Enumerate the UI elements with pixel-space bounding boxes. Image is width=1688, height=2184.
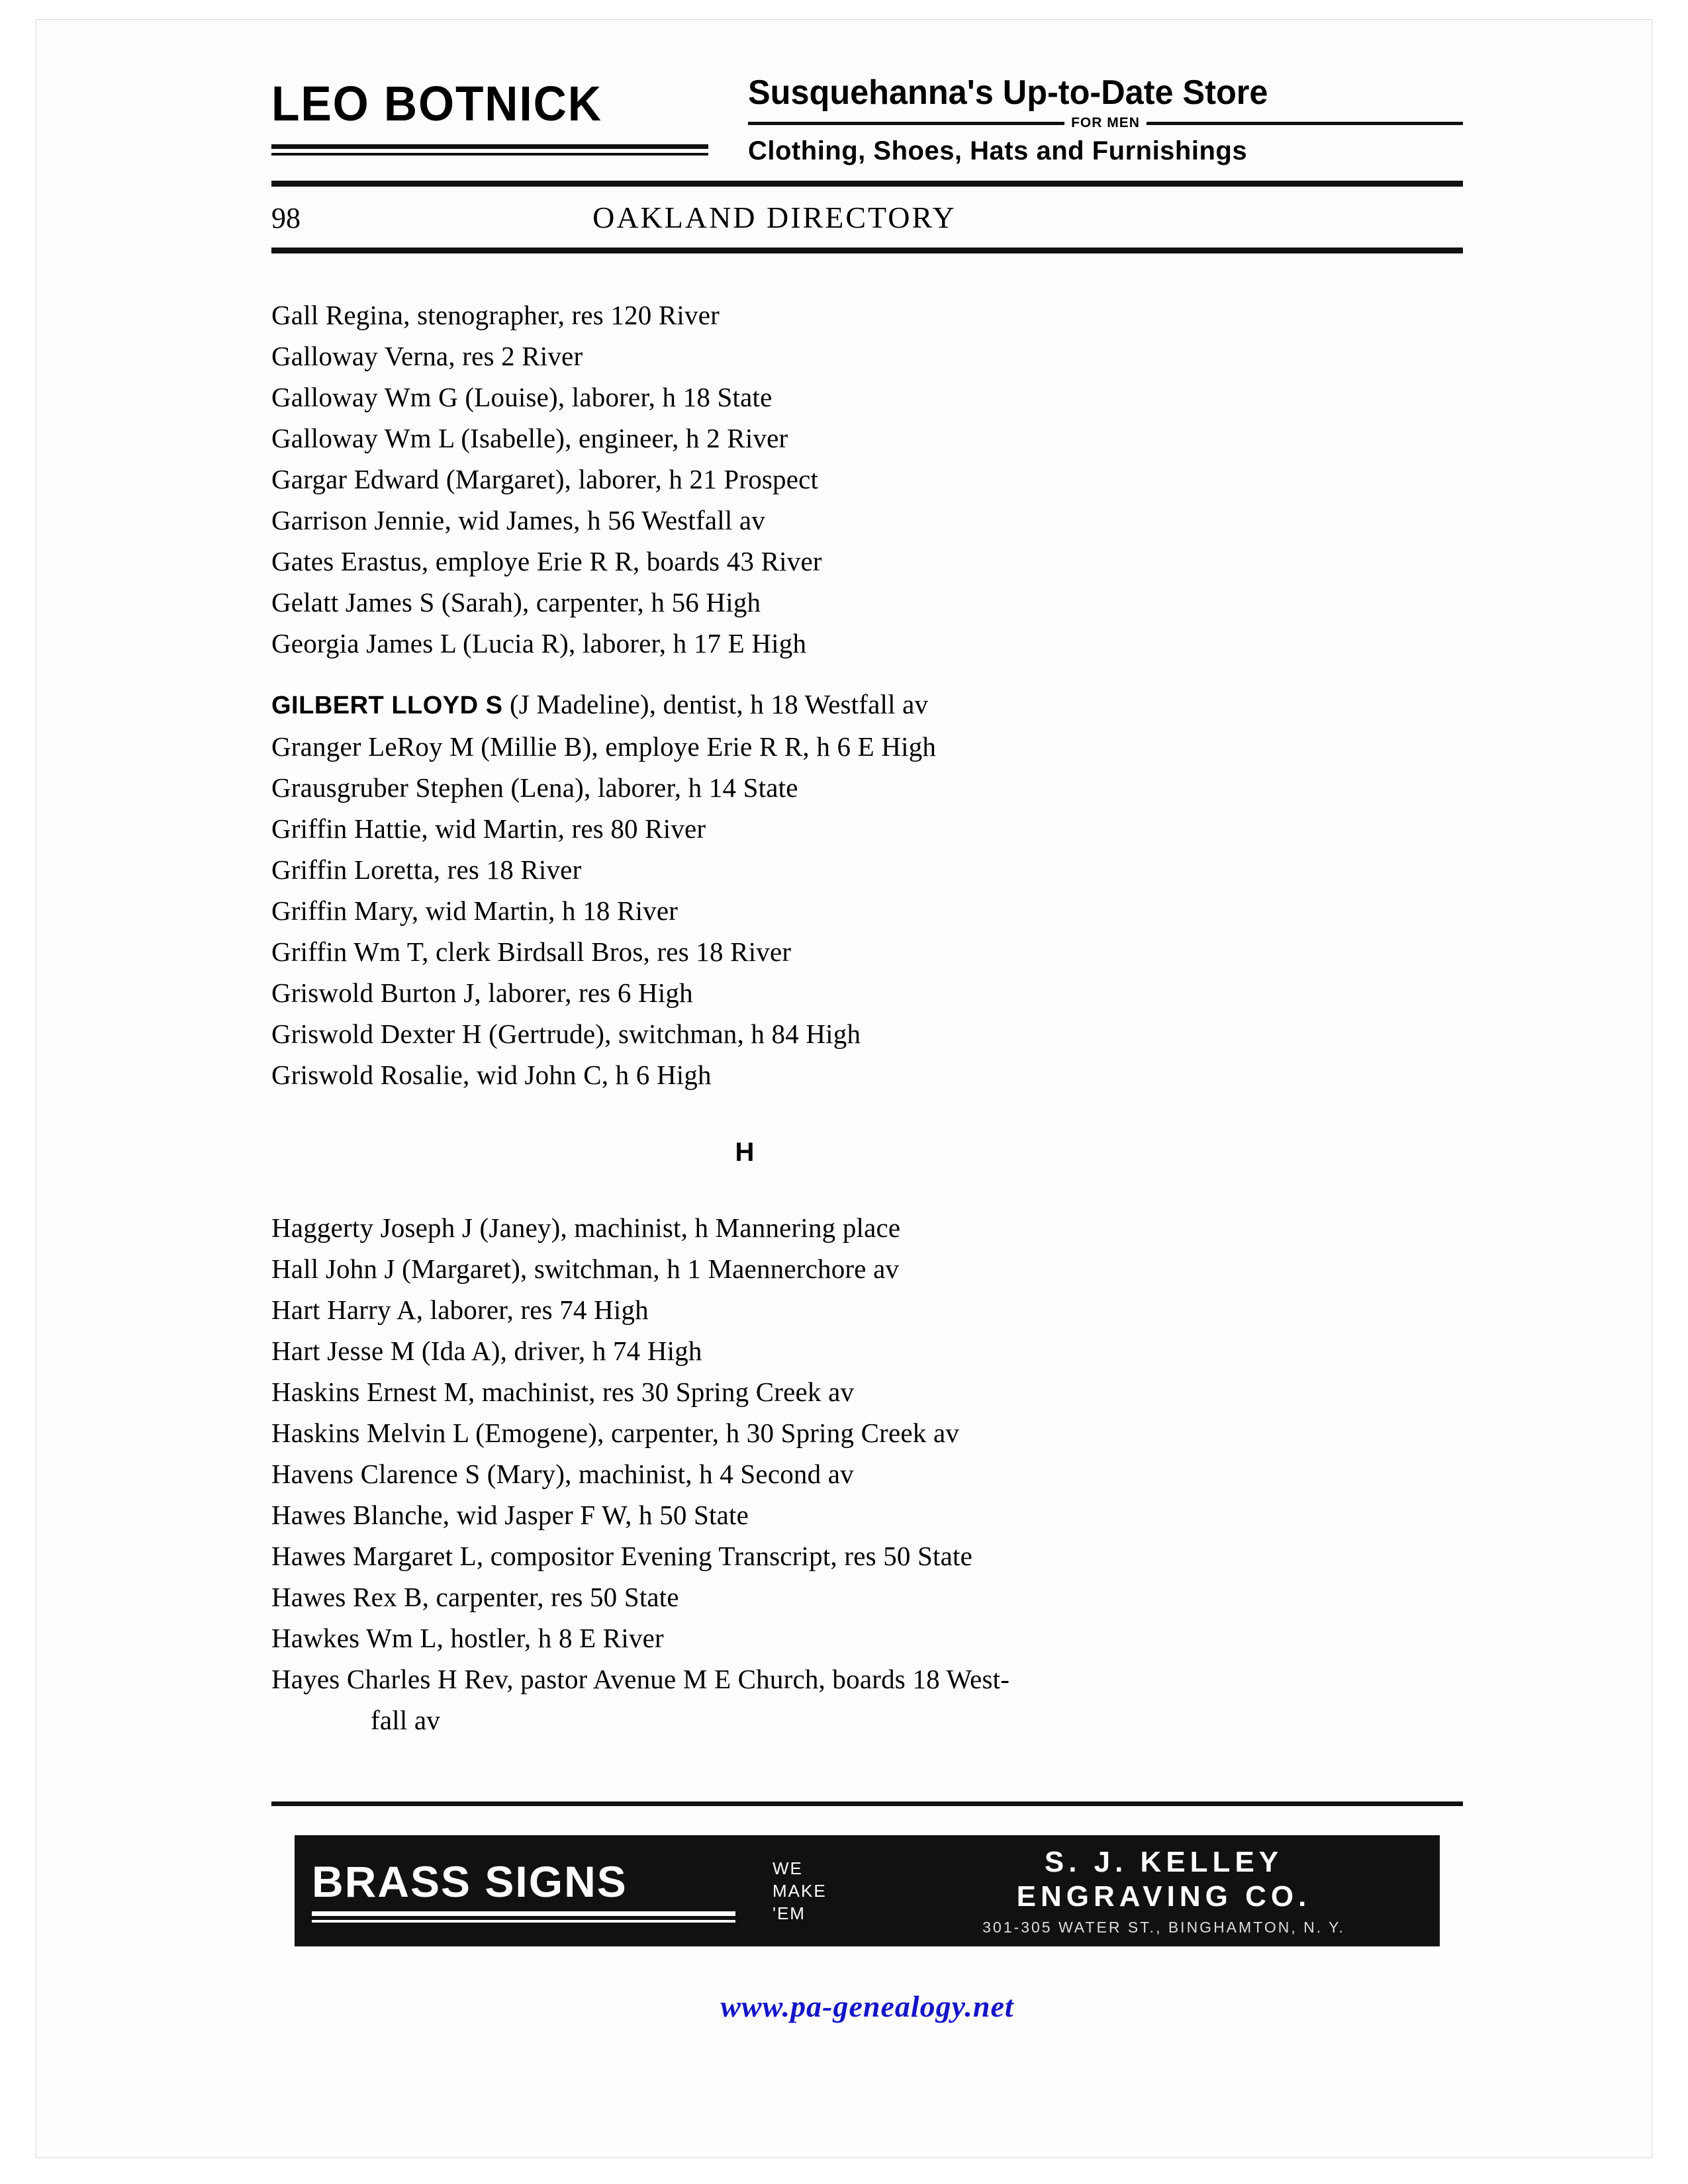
advertiser-rules bbox=[271, 144, 708, 156]
directory-body bbox=[271, 253, 1463, 1741]
list-item: Gelatt James S (Sarah), carpenter, h 56 High bbox=[271, 587, 761, 617]
company-name-line-1: S. J. KELLEY bbox=[1044, 1845, 1284, 1878]
engraving-company-block bbox=[898, 1846, 1423, 1936]
list-item: Galloway Wm G (Louise), laborer, h 18 State bbox=[271, 382, 773, 412]
section-letter-heading: H bbox=[735, 1138, 755, 1167]
wrapped-line-2: fall av bbox=[371, 1705, 440, 1735]
paper-sheet bbox=[36, 20, 1652, 2158]
advertiser-name: LEO BOTNICK bbox=[271, 76, 602, 131]
we-make-em-block bbox=[769, 1857, 898, 1925]
list-item: Grausgruber Stephen (Lena), laborer, h 14 State bbox=[271, 772, 798, 803]
top-advertisement bbox=[271, 73, 1463, 166]
list-item: Havens Clarence S (Mary), machinist, h 4 Second av bbox=[271, 1459, 854, 1489]
rule-left bbox=[748, 122, 1064, 125]
bottom-advertisement bbox=[295, 1835, 1440, 1946]
list-item: Gall Regina, stenographer, res 120 River bbox=[271, 300, 720, 330]
paragraph-gap bbox=[271, 664, 1463, 684]
company-name-line-2: ENGRAVING CO. bbox=[1016, 1880, 1311, 1913]
list-item: Granger LeRoy M (Millie B), employe Erie R R, h 6 E High bbox=[271, 731, 937, 762]
advertiser-tagline-block bbox=[741, 73, 1463, 166]
list-item: Haskins Ernest M, machinist, res 30 Spring Creek av bbox=[271, 1377, 855, 1407]
list-item: Gargar Edward (Margaret), laborer, h 21 Prospect bbox=[271, 464, 819, 494]
list-item: Griffin Loretta, res 18 River bbox=[271, 854, 582, 885]
brass-signs-block bbox=[312, 1856, 769, 1923]
list-item-featured bbox=[271, 684, 1463, 726]
list-item: Griffin Hattie, wid Martin, res 80 River bbox=[271, 813, 706, 844]
list-item: Galloway Wm L (Isabelle), engineer, h 2 River bbox=[271, 423, 788, 453]
list-item: Haggerty Joseph J (Janey), machinist, h Mannering place bbox=[271, 1212, 901, 1243]
company-address: 301-305 WATER ST., BINGHAMTON, N. Y. bbox=[982, 1918, 1345, 1936]
list-item: Haskins Melvin L (Emogene), carpenter, h 30 Spring Creek av bbox=[271, 1418, 960, 1448]
list-item: Griswold Burton J, laborer, res 6 High bbox=[271, 978, 693, 1008]
list-item: Griffin Mary, wid Martin, h 18 River bbox=[271, 895, 679, 926]
featured-entry-name: GILBERT LLOYD S bbox=[271, 692, 503, 719]
directory-title: OAKLAND DIRECTORY bbox=[592, 201, 957, 234]
list-item: Hall John J (Margaret), switchman, h 1 Maennerchore av bbox=[271, 1253, 900, 1284]
list-item: Griffin Wm T, clerk Birdsall Bros, res 18 River bbox=[271, 936, 792, 967]
advertiser-tagline: Susquehanna's Up-to-Date Store bbox=[748, 73, 1268, 112]
header-divider-bottom bbox=[271, 248, 1463, 253]
page-number: 98 bbox=[271, 202, 301, 234]
source-website-link[interactable]: www.pa-genealogy.net bbox=[720, 1989, 1014, 2023]
we-label: WE bbox=[773, 1858, 803, 1878]
list-item: Galloway Verna, res 2 River bbox=[271, 341, 583, 371]
footer-divider bbox=[271, 1801, 1463, 1806]
header-divider-top bbox=[271, 181, 1463, 187]
list-item: Griswold Dexter H (Gertrude), switchman, h 84 High bbox=[271, 1019, 861, 1049]
brass-signs-title: BRASS SIGNS bbox=[312, 1856, 628, 1906]
wrapped-line-1: Hayes Charles H Rev, pastor Avenue M E Church, boards 18 West- bbox=[271, 1664, 1010, 1694]
list-item: Hart Harry A, laborer, res 74 High bbox=[271, 1295, 649, 1325]
list-item-wrapped bbox=[271, 1659, 1463, 1741]
for-men-label: FOR MEN bbox=[1071, 115, 1140, 130]
list-item: Hart Jesse M (Ida A), driver, h 74 High bbox=[271, 1336, 702, 1366]
list-item: Garrison Jennie, wid James, h 56 Westfall av bbox=[271, 505, 765, 535]
featured-entry-detail: (J Madeline), dentist, h 18 Westfall av bbox=[502, 689, 929, 719]
list-item: Griswold Rosalie, wid John C, h 6 High bbox=[271, 1060, 712, 1090]
list-item: Gates Erastus, employe Erie R R, boards 43 River bbox=[271, 546, 822, 576]
list-item: Hawes Rex B, carpenter, res 50 State bbox=[271, 1582, 679, 1612]
running-head bbox=[271, 187, 1463, 248]
list-item: Georgia James L (Lucia R), laborer, h 17 E High bbox=[271, 628, 807, 659]
advertiser-departments: Clothing, Shoes, Hats and Furnishings bbox=[748, 136, 1248, 165]
list-item: Hawes Blanche, wid Jasper F W, h 50 State bbox=[271, 1500, 749, 1530]
page-content bbox=[255, 73, 1479, 2024]
brass-signs-rules bbox=[312, 1911, 769, 1923]
for-men-line bbox=[748, 115, 1463, 131]
make-label: MAKE bbox=[773, 1881, 827, 1901]
list-item: Hawes Margaret L, compositor Evening Transcript, res 50 State bbox=[271, 1541, 973, 1571]
advertiser-block bbox=[271, 73, 741, 156]
em-label: 'EM bbox=[773, 1903, 806, 1923]
list-item: Hawkes Wm L, hostler, h 8 E River bbox=[271, 1623, 664, 1653]
rule-right bbox=[1147, 122, 1463, 125]
